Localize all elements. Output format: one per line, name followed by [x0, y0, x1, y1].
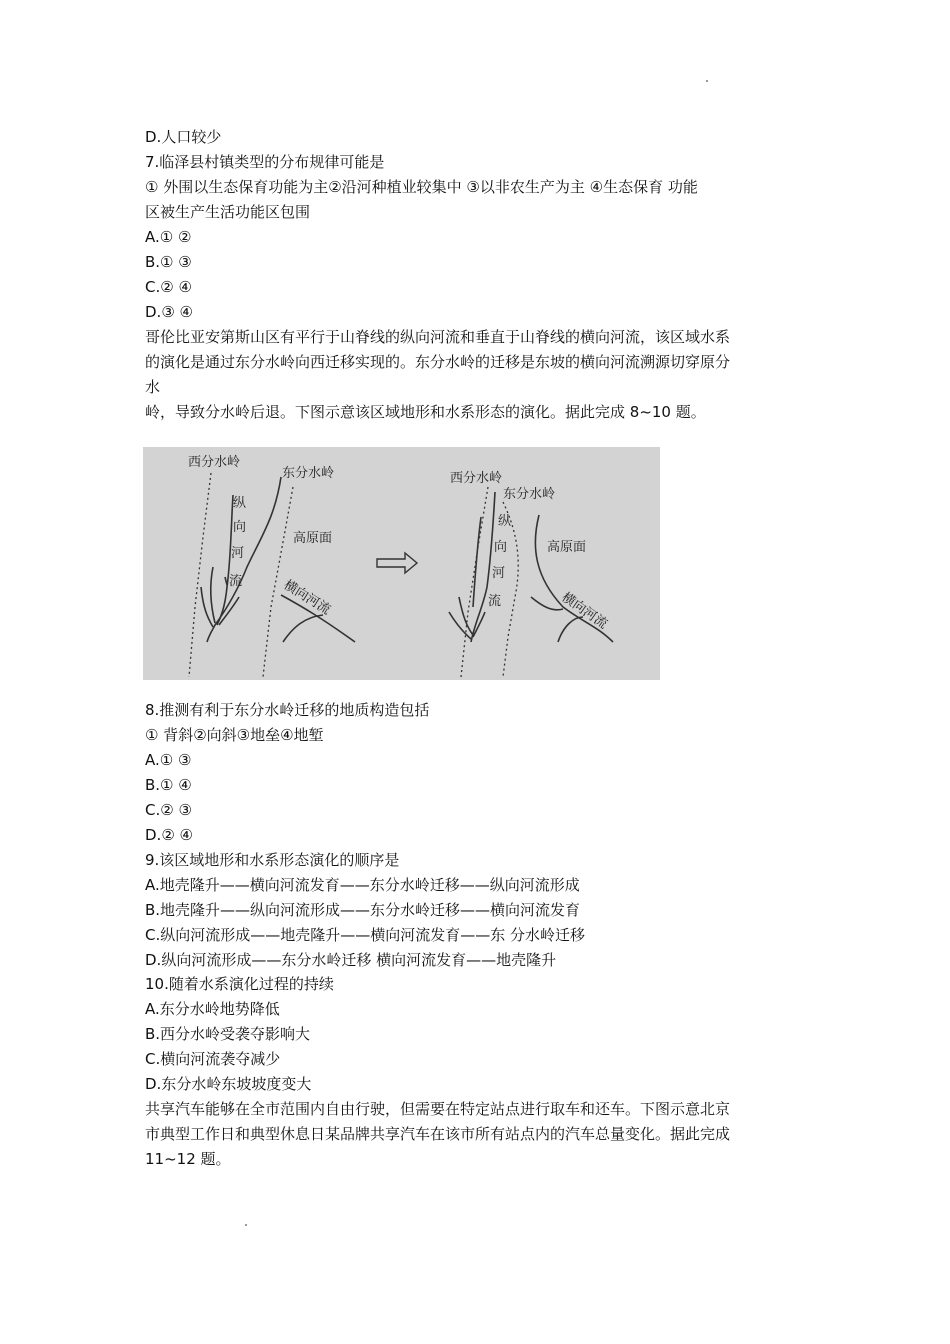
passage-line: 水: [145, 378, 161, 396]
option-c: C.纵向河流形成——地壳隆升——横向河流发育——东 分水岭迁移: [145, 926, 586, 944]
option-b: B.① ③: [145, 253, 192, 271]
left-longitudinal-char-4: 流: [229, 574, 243, 589]
option-d: D.② ④: [145, 826, 193, 844]
left-plateau-label: 高原面: [293, 531, 333, 546]
question-10-stem: 10.随着水系演化过程的持续: [145, 975, 334, 993]
question-7-items-line2: 区被生产生活功能区包围: [145, 203, 311, 221]
left-west-divide-line: [189, 473, 211, 677]
passage-line: 的演化是通过东分水岭向西迁移实现的。东分水岭的迁移是东坡的横向河流溯源切穿原分: [145, 353, 731, 371]
right-east-divide-label: 东分水岭: [503, 487, 556, 502]
right-west-divide-label: 西分水岭: [450, 471, 503, 486]
evolution-arrow: [377, 553, 417, 573]
right-plateau-label: 高原面: [547, 540, 587, 555]
option-d: D.东分水岭东坡坡度变大: [145, 1075, 312, 1093]
right-transverse-label: 横向河流: [558, 589, 610, 633]
left-panel: [189, 473, 355, 677]
right-panel: [449, 487, 613, 677]
option-c: C.② ③: [145, 801, 192, 819]
option-d-q6: D.人口较少: [145, 128, 222, 146]
question-8-stem: 8.推测有利于东分水岭迁移的地质构造包括: [145, 701, 430, 719]
option-b: B.西分水岭受袭夺影响大: [145, 1025, 311, 1043]
option-d: D.纵向河流形成——东分水岭迁移 横向河流发育——地壳隆升: [145, 951, 557, 969]
left-longitudinal-char-3: 河: [231, 546, 245, 561]
passage-line: 共享汽车能够在全市范围内自由行驶，但需要在特定站点进行取车和还车。下图示意北京: [145, 1100, 731, 1118]
option-a: A.① ③: [145, 751, 192, 769]
left-east-divide-label: 东分水岭: [282, 466, 335, 481]
left-longitudinal-char-1: 纵: [233, 496, 247, 511]
right-longitudinal-char-2: 向: [494, 540, 508, 555]
option-a: A.东分水岭地势降低: [145, 1000, 280, 1018]
option-c: C.横向河流袭夺减少: [145, 1050, 281, 1068]
option-d: D.③ ④: [145, 303, 193, 321]
right-longitudinal-char-3: 河: [492, 566, 506, 581]
option-b: B.① ④: [145, 776, 192, 794]
passage-line: 岭，导致分水岭后退。下图示意该区域地形和水系形态的演化。据此完成 8~10 题。: [145, 403, 706, 421]
option-a: A.① ②: [145, 228, 192, 246]
left-longitudinal-char-2: 向: [233, 520, 247, 535]
question-7-items-line1: ① 外围以生态保育功能为主②沿河种植业较集中 ③以非农生产为主 ④生态保育 功能: [145, 178, 698, 196]
right-longitudinal-char-4: 流: [488, 594, 502, 609]
question-7-stem: 7.临泽县村镇类型的分布规律可能是: [145, 153, 385, 171]
question-9-stem: 9.该区域地形和水系形态演化的顺序是: [145, 851, 400, 869]
figure-drawing: [143, 447, 660, 680]
option-c: C.② ④: [145, 278, 192, 296]
left-west-divide-label: 西分水岭: [188, 455, 241, 470]
passage-line: 11~12 题。: [145, 1150, 231, 1168]
scan-speck: [706, 80, 708, 82]
passage-line: 市典型工作日和典型休息日某品牌共享汽车在该市所有站点内的汽车总量变化。据此完成: [145, 1125, 731, 1143]
option-b: B.地壳隆升——纵向河流形成——东分水岭迁移——横向河流发育: [145, 901, 581, 919]
landform-drainage-evolution-figure: [143, 447, 660, 680]
scan-speck: [245, 1224, 247, 1226]
question-8-items: ① 背斜②向斜③地垒④地堑: [145, 726, 324, 744]
option-a: A.地壳隆升——横向河流发育——东分水岭迁移——纵向河流形成: [145, 876, 580, 894]
right-longitudinal-char-1: 纵: [498, 514, 512, 529]
left-transverse-label: 横向河流: [280, 577, 333, 618]
passage-line: 哥伦比亚安第斯山区有平行于山脊线的纵向河流和垂直于山脊线的横向河流，该区域水系: [145, 328, 731, 346]
